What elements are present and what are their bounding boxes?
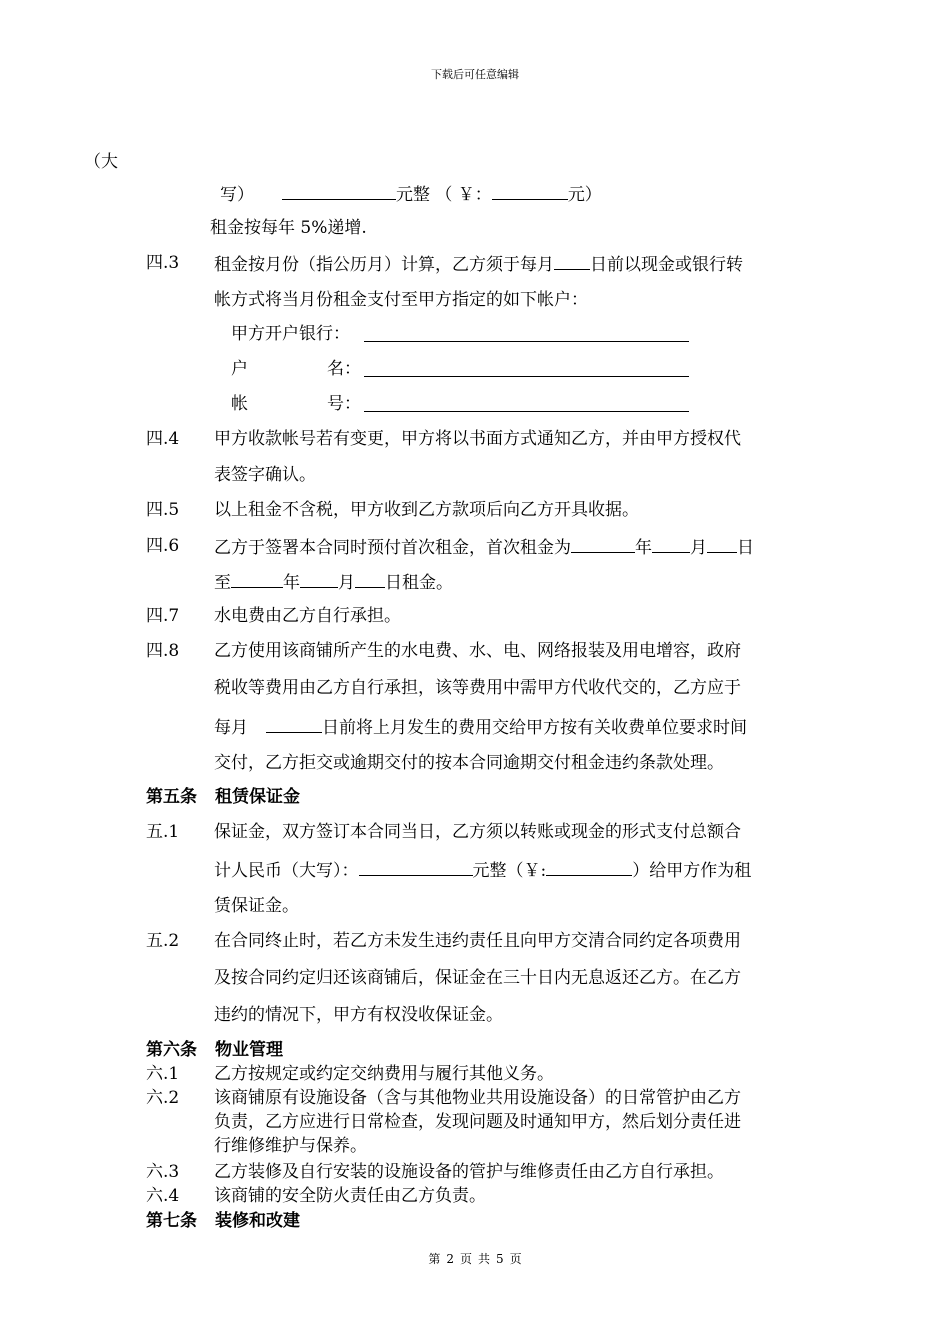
clause-5-2-line-2: 及按合同约定归还该商铺后，保证金在三十日内无息返还乙方。在乙方: [214, 968, 741, 988]
start-day-label: 日: [737, 538, 754, 558]
account-name-label-a: 户: [231, 359, 248, 379]
rent-line-2-c: 元）: [567, 185, 602, 205]
end-year-label: 年: [283, 573, 300, 593]
clause-4-6-line-1-a: 乙方于签署本合同时预付首次租金，首次租金为: [214, 538, 571, 558]
article-7-number: 第七条: [146, 1211, 197, 1231]
clause-4-5-line-1: 以上租金不含税，甲方收到乙方款项后向乙方开具收据。: [214, 500, 639, 520]
end-month-blank: [300, 571, 338, 588]
end-day-blank: [355, 571, 385, 588]
article-6-heading: [146, 1040, 283, 1060]
clause-5-1-line-1: 保证金，双方签订本合同当日，乙方须以转账或现金的形式支付总额合: [214, 822, 741, 842]
rent-amount-number-blank: [492, 183, 568, 200]
account-name-field-row: [231, 359, 361, 379]
article-7-heading: [146, 1211, 300, 1231]
start-month-label: 月: [690, 538, 707, 558]
clause-4-7-line-1: 水电费由乙方自行承担。: [214, 606, 401, 626]
clause-5-2-line-3: 违约的情况下，甲方有权没收保证金。: [214, 1005, 503, 1025]
start-month-blank: [652, 536, 690, 553]
clause-num-4-5: 四.5: [146, 500, 180, 520]
footer-total-word: 共: [478, 1252, 491, 1266]
footer-page-word: 页: [459, 1252, 472, 1266]
clause-num-6-2: 六.2: [146, 1088, 180, 1108]
clause-6-3-line-1: 乙方装修及自行安装的设施设备的管护与维修责任由乙方自行承担。: [214, 1162, 724, 1182]
footer-suffix: 页: [509, 1252, 522, 1266]
deposit-words-blank: [359, 859, 473, 876]
page-footer: [0, 1250, 950, 1267]
bank-blank: [364, 341, 689, 342]
clause-6-2-line-3: 行维修维护与保养。: [214, 1136, 367, 1156]
clause-num-5-2: 五.2: [146, 931, 180, 951]
clause-num-5-1: 五.1: [146, 822, 180, 842]
clause-5-1-line-2-c: ）给甲方作为租: [632, 861, 752, 881]
start-year-label: 年: [635, 538, 652, 558]
clause-6-2-line-2: 负责，乙方应进行日常检查，发现问题及时通知甲方，然后划分责任进: [214, 1112, 741, 1132]
clause-4-4-line-1: 甲方收款帐号若有变更，甲方将以书面方式通知乙方，并由甲方授权代: [214, 429, 741, 449]
clause-5-1-line-3: 赁保证金。: [214, 896, 299, 916]
clause-4-3-line-1: [214, 253, 743, 275]
clause-5-2-line-1: 在合同终止时，若乙方未发生违约责任且向甲方交清合同约定各项费用: [214, 931, 741, 951]
clause-4-8-line-4: 交付，乙方拒交或逾期交付的按本合同逾期交付租金违约条款处理。: [214, 753, 724, 773]
utility-day-blank: [266, 716, 322, 733]
clause-6-4-line-1: 该商铺的安全防火责任由乙方负责。: [214, 1186, 486, 1206]
article-5-title: 租赁保证金: [215, 787, 300, 807]
end-year-blank: [231, 571, 283, 588]
clause-num-4-8: 四.8: [146, 641, 180, 661]
clause-5-1-line-2-b: 元整（￥:: [472, 861, 547, 881]
rent-amount-words-blank: [282, 183, 396, 200]
clause-num-6-3: 六.3: [146, 1162, 180, 1182]
rent-line-2-b: 元整 （ ￥：: [396, 185, 492, 205]
clause-4-6-rent-end: 日租金。: [385, 573, 453, 593]
clause-4-6-to: 至: [214, 573, 231, 593]
clause-num-4-3: 四.3: [146, 253, 180, 273]
clause-4-8-line-3: [214, 716, 747, 738]
account-name-blank: [364, 376, 689, 377]
clause-num-6-1: 六.1: [146, 1064, 180, 1084]
start-year-blank: [571, 536, 635, 553]
clause-4-8-line-3-a: 每月: [214, 718, 248, 738]
clause-4-3-line-1-a: 租金按月份（指公历月）计算，乙方须于每月: [214, 255, 554, 275]
rent-line-2-a: 写）: [220, 185, 254, 205]
account-number-field-row: [231, 394, 361, 414]
account-number-blank: [364, 411, 689, 412]
bank-label: 甲方开户银行：: [231, 324, 350, 344]
rent-line-1: （大: [84, 152, 118, 172]
article-6-title: 物业管理: [215, 1040, 283, 1060]
clause-5-1-line-2-a: 计人民币（大写）：: [214, 861, 359, 881]
clause-4-3-line-2: 帐方式将当月份租金支付至甲方指定的如下帐户：: [214, 290, 588, 310]
account-name-label-b: 名：: [327, 359, 361, 379]
clause-6-1-line-1: 乙方按规定或约定交纳费用与履行其他义务。: [214, 1064, 554, 1084]
clause-num-4-7: 四.7: [146, 606, 180, 626]
footer-prefix: 第: [428, 1252, 441, 1266]
clause-4-8-line-3-b: 日前将上月发生的费用交给甲方按有关收费单位要求时间: [322, 718, 747, 738]
clause-4-4-line-2: 表签字确认。: [214, 465, 316, 485]
clause-4-6-line-2: [214, 571, 453, 593]
clause-4-3-line-1-b: 日前以现金或银行转: [590, 255, 743, 275]
clause-5-1-line-2: [214, 859, 751, 881]
clause-num-4-4: 四.4: [146, 429, 180, 449]
clause-4-8-line-2: 税收等费用由乙方自行承担，该等费用中需甲方代收代交的，乙方应于: [214, 678, 741, 698]
article-5-number: 第五条: [146, 787, 197, 807]
clause-6-2-line-1: 该商铺原有设施设备（含与其他物业共用设施设备）的日常管护由乙方: [214, 1088, 741, 1108]
footer-page-number: 2: [446, 1252, 454, 1266]
end-month-label: 月: [338, 573, 355, 593]
clause-4-8-line-1: 乙方使用该商铺所产生的水电费、水、电、网络报装及用电增容，政府: [214, 641, 741, 661]
clause-4-6-line-1: [214, 536, 754, 558]
footer-total-pages: 5: [496, 1252, 504, 1266]
article-6-number: 第六条: [146, 1040, 197, 1060]
account-number-label-b: 号：: [327, 394, 361, 414]
deposit-number-blank: [546, 859, 632, 876]
pay-day-blank: [554, 253, 590, 270]
clause-num-6-4: 六.4: [146, 1186, 180, 1206]
article-7-title: 装修和改建: [215, 1211, 300, 1231]
bank-field-row: [231, 324, 350, 344]
start-day-blank: [707, 536, 737, 553]
rent-line-3: 租金按每年 5%递增.: [210, 218, 367, 238]
account-number-label-a: 帐: [231, 394, 248, 414]
page-header: 下载后可任意编辑: [431, 68, 519, 81]
clause-num-4-6: 四.6: [146, 536, 180, 556]
article-5-heading: [146, 787, 300, 807]
rent-line-2: [220, 183, 602, 205]
